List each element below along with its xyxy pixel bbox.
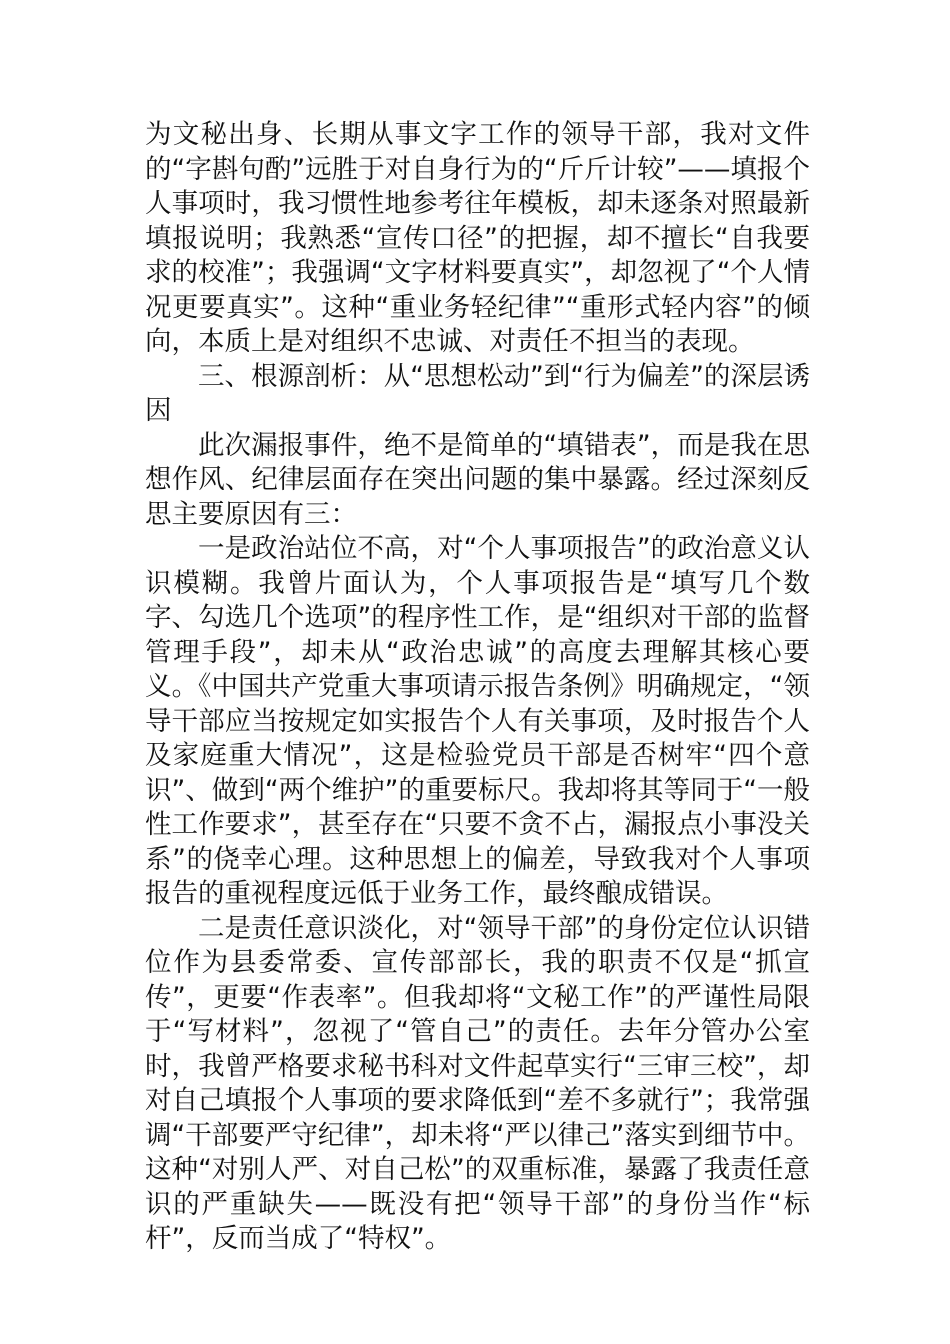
document-page bbox=[145, 118, 810, 1257]
paragraph-reason-one: 一是政治站位不高，对“个人事项报告”的政治意义认识模糊。我曾片面认为，个人事项报告是“填写几个数字、勾选几个选项”的程序性工作，是“组织对干部的监督管理手段”，却未从“政治忠诚”的高度去理解其核心要义。《中国共产党重大事项请示报告条例》明确规定，“领导干部应当按规定如实报告个人有关事项，及时报告个人及家庭重大情况”，这是检验党员干部是否树牢“四个意识”、做到“两个维护”的重要标尺。我却将其等同于“一般性工作要求”，甚至存在“只要不贪不占，漏报点小事没关系”的侥幸心理。这种思想上的偏差，导致我对个人事项报告的重视程度远低于业务工作，最终酿成错误。 bbox=[145, 533, 810, 909]
section-heading: 三、根源剖析：从“思想松动”到“行为偏差”的深层诱因 bbox=[145, 360, 810, 426]
paragraph-continuation: 为文秘出身、长期从事文字工作的领导干部，我对文件的“字斟句酌”远胜于对自身行为的“斤斤计较”——填报个人事项时，我习惯性地参考往年模板，却未逐条对照最新填报说明；我熟悉“宣传口径”的把握，却不擅长“自我要求的校准”；我强调“文字材料要真实”，却忽视了“个人情况更要真实”。这种“重业务轻纪律”“重形式轻内容”的倾向，本质上是对组织不忠诚、对责任不担当的表现。 bbox=[145, 119, 810, 357]
paragraph-intro: 此次漏报事件，绝不是简单的“填错表”，而是我在思想作风、纪律层面存在突出问题的集中暴露。经过深刻反思主要原因有三： bbox=[145, 429, 810, 530]
paragraph-reason-two: 二是责任意识淡化，对“领导干部”的身份定位认识错位作为县委常委、宣传部部长，我的职责不仅是“抓宣传”，更要“作表率”。但我却将“文秘工作”的严谨性局限于“写材料”，忽视了“管自己”的责任。去年分管办公室时，我曾严格要求秘书科对文件起草实行“三审三校”，却对自己填报个人事项的要求降低到“差不多就行”；我常强调“干部要严守纪律”，却未将“严以律己”落实到细节中。这种“对别人严、对自己松”的双重标准，暴露了我责任意识的严重缺失——既没有把“领导干部”的身份当作“标杆”，反而当成了“特权”。 bbox=[145, 912, 810, 1254]
